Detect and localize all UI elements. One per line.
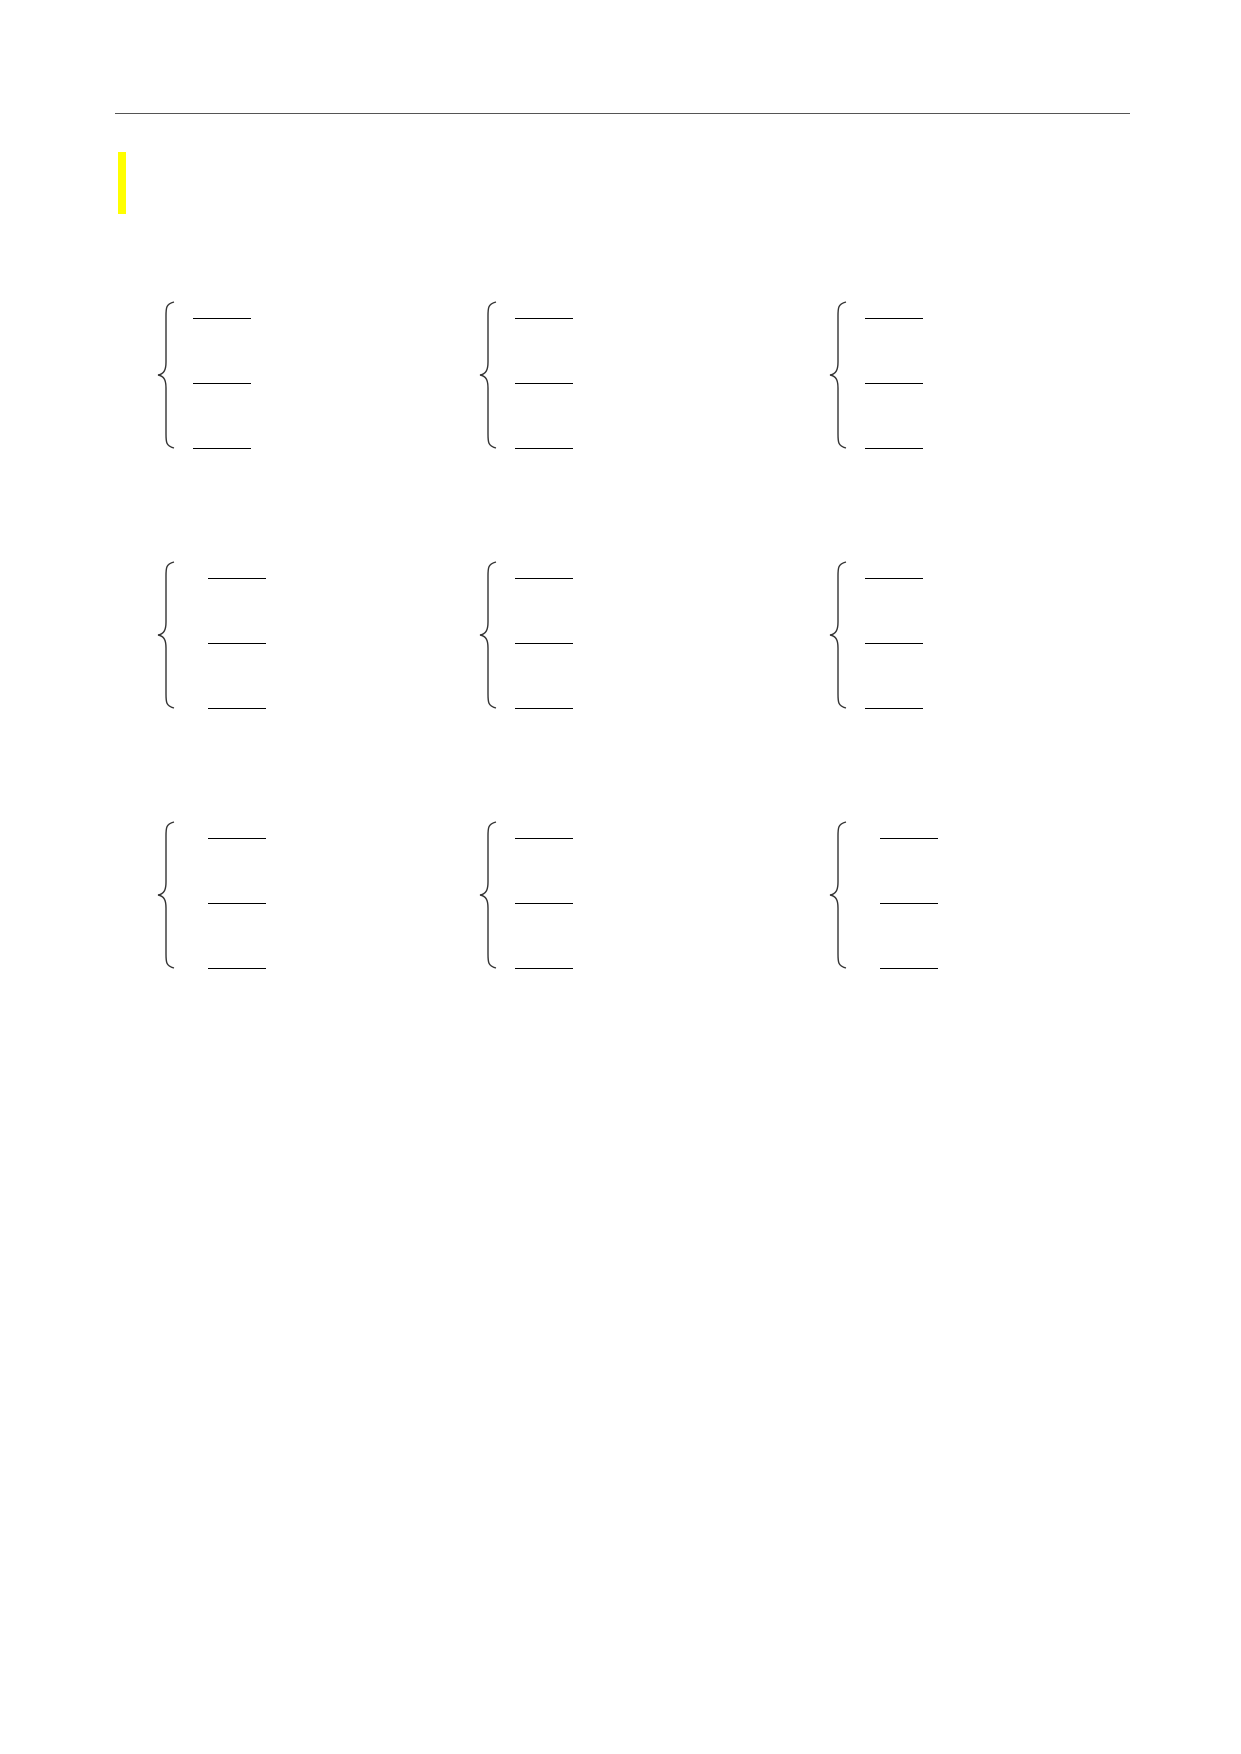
character-blank[interactable] bbox=[208, 643, 266, 644]
radical-group bbox=[440, 820, 700, 970]
answer-row bbox=[790, 810, 1050, 850]
radical-group bbox=[440, 300, 700, 450]
answer-row bbox=[118, 615, 378, 655]
top-rule bbox=[115, 113, 1130, 114]
answer-row bbox=[440, 810, 700, 850]
answer-row bbox=[790, 355, 1050, 395]
character-blank[interactable] bbox=[208, 903, 266, 904]
character-blank[interactable] bbox=[865, 383, 923, 384]
character-blank[interactable] bbox=[515, 448, 573, 449]
character-blank[interactable] bbox=[515, 968, 573, 969]
character-blank[interactable] bbox=[208, 968, 266, 969]
character-blank[interactable] bbox=[865, 643, 923, 644]
character-blank[interactable] bbox=[515, 838, 573, 839]
character-blank[interactable] bbox=[208, 838, 266, 839]
answer-row bbox=[790, 940, 1050, 980]
answer-row bbox=[118, 680, 378, 720]
answer-row bbox=[118, 940, 378, 980]
character-blank[interactable] bbox=[865, 708, 923, 709]
character-blank[interactable] bbox=[193, 383, 251, 384]
radical-group bbox=[790, 300, 1050, 450]
answer-row bbox=[440, 875, 700, 915]
character-blank[interactable] bbox=[515, 578, 573, 579]
character-blank[interactable] bbox=[865, 318, 923, 319]
radical-group bbox=[440, 560, 700, 710]
character-blank[interactable] bbox=[880, 903, 938, 904]
character-blank[interactable] bbox=[515, 643, 573, 644]
character-blank[interactable] bbox=[208, 578, 266, 579]
character-blank[interactable] bbox=[515, 383, 573, 384]
worksheet-title bbox=[118, 152, 126, 214]
character-blank[interactable] bbox=[515, 903, 573, 904]
answer-row bbox=[790, 550, 1050, 590]
character-blank[interactable] bbox=[880, 838, 938, 839]
answer-row bbox=[790, 875, 1050, 915]
character-blank[interactable] bbox=[193, 448, 251, 449]
answer-row bbox=[118, 550, 378, 590]
answer-row bbox=[440, 290, 700, 330]
answer-row bbox=[118, 290, 378, 330]
character-blank[interactable] bbox=[515, 318, 573, 319]
answer-row bbox=[790, 680, 1050, 720]
character-blank[interactable] bbox=[865, 578, 923, 579]
answer-row bbox=[790, 290, 1050, 330]
radical-group bbox=[790, 560, 1050, 710]
radical-group bbox=[118, 820, 378, 970]
answer-row bbox=[440, 550, 700, 590]
answer-row bbox=[118, 420, 378, 460]
answer-row bbox=[440, 420, 700, 460]
answer-row bbox=[118, 355, 378, 395]
answer-row bbox=[440, 680, 700, 720]
character-blank[interactable] bbox=[208, 708, 266, 709]
answer-row bbox=[440, 615, 700, 655]
answer-row bbox=[790, 420, 1050, 460]
answer-row bbox=[790, 615, 1050, 655]
character-blank[interactable] bbox=[865, 448, 923, 449]
character-blank[interactable] bbox=[193, 318, 251, 319]
character-blank[interactable] bbox=[880, 968, 938, 969]
answer-row bbox=[440, 355, 700, 395]
radical-group bbox=[118, 560, 378, 710]
answer-row bbox=[118, 875, 378, 915]
radical-group bbox=[118, 300, 378, 450]
character-blank[interactable] bbox=[515, 708, 573, 709]
answer-row bbox=[118, 810, 378, 850]
radical-group bbox=[790, 820, 1050, 970]
answer-row bbox=[440, 940, 700, 980]
